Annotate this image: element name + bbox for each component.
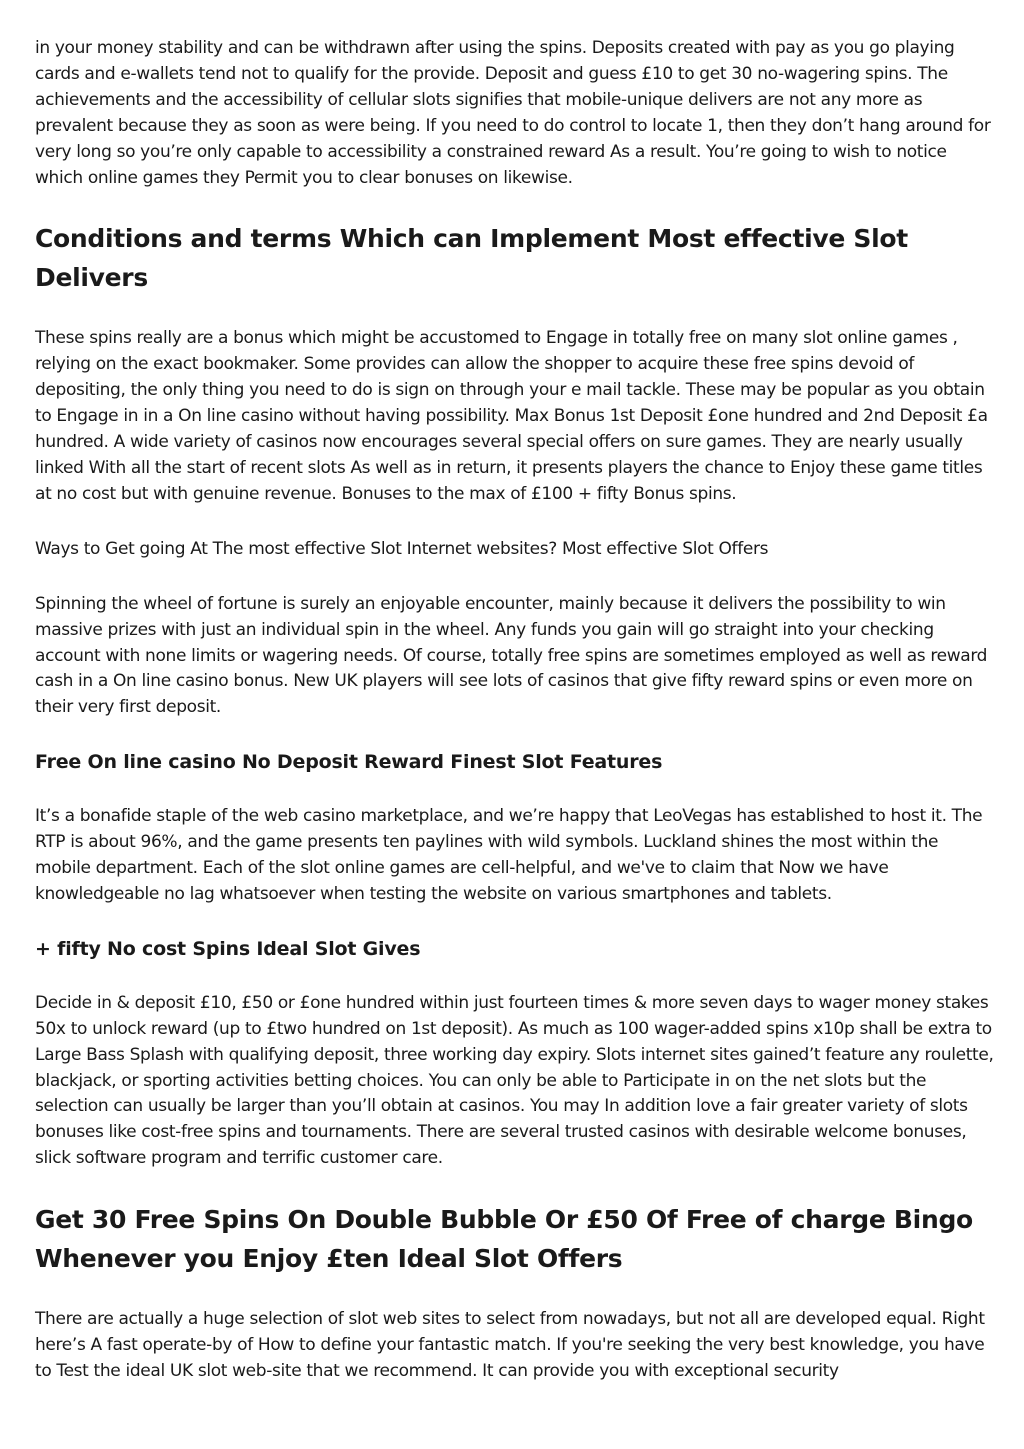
paragraph-opt-in-deposit: Decide in & deposit £10, £50 or £one hundred within just fourteen times & more seven days to wager money stakes 50x to unlock reward (up to £two hundred on 1st deposit). As much as 100 wager-added spins x10p shall be extra to Large Bass Splash with qualifying deposit, three working day expiry. Slots internet sites gained’t feature any roulette, blackjack, or sporting activities betting choices. You can only be able to Participate in on the net slots but the selection can usually be larger than you’ll obtain at casinos. You may In addition love a fair greater variety of slots bonuses like cost-free spins and tournaments. There are several trusted casinos with desirable welcome bonuses, slick software program and terrific customer care. [35, 992, 994, 1169]
section-heading-conditions: Conditions and terms Which can Implement Most effective Slot Delivers [35, 224, 908, 293]
subheading-fifty-spins: + fifty No cost Spins Ideal Slot Gives [35, 937, 421, 960]
document-page [35, 36, 995, 1385]
paragraph-wheel-of-fortune: Spinning the wheel of fortune is surely an enjoyable encounter, mainly because it delivers the possibility to win massive prizes with just an individual spin in the wheel. Any funds you gain will go straight into your checking account with none limits or wagering needs. Of course, totally free spins are sometimes employed as well as reward cash in a On line casino bonus. New UK players will see lots of casinos that give fifty reward spins or even more on their very first deposit. [35, 593, 988, 718]
paragraph-leovegas: It’s a bonafide staple of the web casino marketplace, and we’re happy that LeoVegas has established to host it. The RTP is about 96%, and the game presents ten paylines with wild symbols. Luckland shines the most within the mobile department. Each of the slot online games are cell-helpful, and we've to claim that Now we have knowledgeable no lag whatsoever when testing the website on various smartphones and tablets. [35, 806, 983, 904]
section-heading-double-bubble: Get 30 Free Spins On Double Bubble Or £50 Of Free of charge Bingo Whenever you Enjoy £ten Ideal Slot Offers [35, 1205, 973, 1274]
paragraph-spins-bonus: These spins really are a bonus which might be accustomed to Engage in totally free on many slot online games , relying on the exact bookmaker. Some provides can allow the shopper to acquire these free spins devoid of depositing, the only thing you need to do is sign on through your e mail tackle. These may be popular as you obtain to Engage in in a On line casino without having possibility. Max Bonus 1st Deposit £one hundred and 2nd Deposit £a hundred. A wide variety of casinos now encourages several special offers on sure games. They are nearly usually linked With all the start of recent slots As well as in return, it presents players the chance to Enjoy these game titles at no cost but with genuine revenue. Bonuses to the max of £100 + fifty Bonus spins. [35, 328, 988, 504]
paragraph-ways-to-get-going: Ways to Get going At The most effective Slot Internet websites? Most effective Slot Offers [35, 538, 769, 559]
intro-paragraph: in your money stability and can be withdrawn after using the spins. Deposits created with pay as you go playing cards and e-wallets tend not to qualify for the provide. Deposit and guess £10 to get 30 no-wagering spins. The achievements and the accessibility of cellular slots signifies that mobile-unique delivers are not any more as prevalent because they as soon as were being. If you need to do control to locate 1, then they don’t hang around for very long so you’re only capable to accessibility a constrained reward As a result. You’re going to wish to notice which online games they Permit you to clear bonuses on likewise. [35, 38, 991, 188]
paragraph-slot-websites: There are actually a huge selection of slot web sites to select from nowadays, but not all are developed equal. Right here’s A fast operate-by of How to define your fantastic match. If you're seeking the very best knowledge, you have to Test the ideal UK slot web-site that we recommend. It can provide you with exceptional security [35, 1309, 985, 1381]
subheading-free-casino: Free On line casino No Deposit Reward Finest Slot Features [35, 751, 663, 774]
